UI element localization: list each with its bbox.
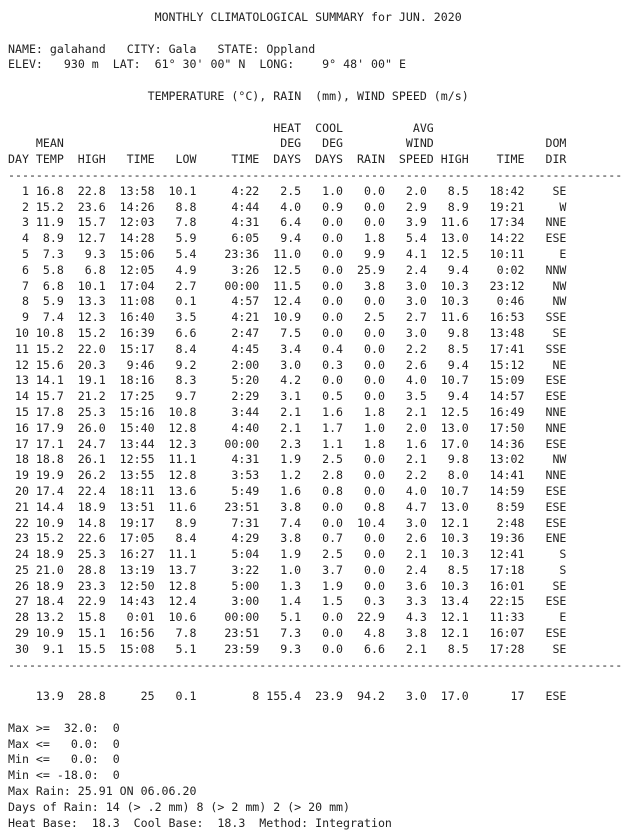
name-label: NAME: bbox=[8, 41, 43, 56]
blank-line bbox=[8, 105, 622, 121]
city-label: CITY: bbox=[126, 41, 162, 56]
footer-max-le: Max <= 0.0: 0 bbox=[8, 736, 120, 751]
long-label: LONG: bbox=[259, 57, 295, 72]
table-row: 24 18.9 25.3 16:27 11.1 5:04 1.9 2.5 0.0 2.1 10.3 12:41 S bbox=[8, 547, 567, 562]
footer-bases: Heat Base: 18.3 Cool Base: 18.3 Method: Integration bbox=[8, 815, 392, 830]
table-row: 30 9.1 15.5 15:08 5.1 23:59 9.3 0.0 6.6 2.1 8.5 17:28 SE bbox=[8, 641, 567, 656]
table-row: 2 15.2 23.6 14:26 8.8 4:44 4.0 0.9 0.0 2.9 8.9 19:21 W bbox=[8, 199, 567, 214]
table-row: 1 16.8 22.8 13:58 10.1 4:22 2.5 1.0 0.0 2.0 8.5 18:42 SE bbox=[8, 183, 567, 198]
lat-label: LAT: bbox=[112, 57, 141, 72]
table-row: 21 14.4 18.9 13:51 11.6 23:51 3.8 0.0 0.8 4.7 13.0 8:59 ESE bbox=[8, 499, 567, 514]
table-row: 26 18.9 23.3 12:50 12.8 5:00 1.3 1.9 0.0 3.6 10.3 16:01 SE bbox=[8, 578, 567, 593]
table-row: 28 13.2 15.8 0:01 10.6 00:00 5.1 0.0 22.9 4.3 12.1 11:33 E bbox=[8, 610, 567, 625]
summary-table bbox=[8, 121, 622, 705]
report-title: MONTHLY CLIMATOLOGICAL SUMMARY for JUN. 2020 bbox=[154, 10, 462, 24]
table-row: 13 14.1 19.1 18:16 8.3 5:20 4.2 0.0 0.0 4.0 10.7 15:09 ESE bbox=[8, 373, 567, 388]
station-city: Gala bbox=[168, 41, 197, 56]
table-row: 23 15.2 22.6 17:05 8.4 4:29 3.8 0.7 0.0 2.6 10.3 19:36 ENE bbox=[8, 531, 567, 546]
footer-min-le-2: Min <= -18.0: 0 bbox=[8, 768, 120, 783]
blank-line bbox=[8, 705, 622, 721]
table-header-line: DAY TEMP HIGH TIME LOW TIME DAYS DAYS RAIN SPEED HIGH TIME DIR bbox=[8, 152, 567, 167]
table-row: 17 17.1 24.7 13:44 12.3 00:00 2.3 1.1 1.8 1.6 17.0 14:36 ESE bbox=[8, 436, 567, 451]
blank-line bbox=[8, 26, 622, 42]
summary-row: 13.9 28.8 25 0.1 8 155.4 23.9 94.2 3.0 17.0 17 ESE bbox=[8, 689, 567, 704]
table-row: 14 15.7 21.2 17:25 9.7 2:29 3.1 0.5 0.0 3.5 9.4 14:57 ESE bbox=[8, 389, 567, 404]
table-row: 27 18.4 22.9 14:43 12.4 3:00 1.4 1.5 0.3 3.3 13.4 22:15 ESE bbox=[8, 594, 567, 609]
table-row: 7 6.8 10.1 17:04 2.7 00:00 11.5 0.0 3.8 3.0 10.3 23:12 NW bbox=[8, 278, 567, 293]
table-row: 16 17.9 26.0 15:40 12.8 4:40 2.1 1.7 1.0 2.0 13.0 17:50 NNE bbox=[8, 420, 567, 435]
elev-label: ELEV: bbox=[8, 57, 43, 72]
state-label: STATE: bbox=[217, 41, 260, 56]
table-row: 9 7.4 12.3 16:40 3.5 4:21 10.9 0.0 2.5 2.7 11.6 16:53 SSE bbox=[8, 310, 567, 325]
table-row: 5 7.3 9.3 15:06 5.4 23:36 11.0 0.0 9.9 4.1 12.5 10:11 E bbox=[8, 246, 567, 261]
table-row: 22 10.9 14.8 19:17 8.9 7:31 7.4 0.0 10.4 3.0 12.1 2:48 ESE bbox=[8, 515, 567, 530]
station-name: galahand bbox=[49, 41, 106, 56]
station-line-2 bbox=[8, 57, 622, 73]
table-row: 10 10.8 15.2 16:39 6.6 2:47 7.5 0.0 0.0 3.0 9.8 13:48 SE bbox=[8, 325, 567, 340]
blank-line bbox=[8, 673, 622, 689]
footer-max-ge: Max >= 32.0: 0 bbox=[8, 720, 120, 735]
climate-report bbox=[8, 10, 622, 831]
table-divider: ---------------------------------------------------------------------------------------- bbox=[8, 657, 623, 672]
table-row: 4 8.9 12.7 14:28 5.9 6:05 9.4 0.0 1.8 5.4 13.0 14:22 ESE bbox=[8, 231, 567, 246]
table-row: 25 21.0 28.8 13:19 13.7 3:22 1.0 3.7 0.0 2.4 8.5 17:18 S bbox=[8, 562, 567, 577]
table-row: 29 10.9 15.1 16:56 7.8 23:51 7.3 0.0 4.8 3.8 12.1 16:07 ESE bbox=[8, 626, 567, 641]
table-header-line: MEAN DEG DEG WIND DOM bbox=[8, 136, 567, 151]
footer-days-of-rain: Days of Rain: 14 (> .2 mm) 8 (> 2 mm) 2 (> 20 mm) bbox=[8, 799, 351, 814]
table-row: 8 5.9 13.3 11:08 0.1 4:57 12.4 0.0 0.0 3.0 10.3 0:46 NW bbox=[8, 294, 567, 309]
station-elev: 930 m bbox=[63, 57, 99, 72]
table-row: 3 11.9 15.7 12:03 7.8 4:31 6.4 0.0 0.0 3.9 11.6 17:34 NNE bbox=[8, 215, 567, 230]
units-line: TEMPERATURE (°C), RAIN (mm), WIND SPEED (m/s) bbox=[147, 88, 469, 103]
table-row: 18 18.8 26.1 12:55 11.1 4:31 1.9 2.5 0.0 2.1 9.8 13:02 NW bbox=[8, 452, 567, 467]
table-header-line: HEAT COOL AVG bbox=[8, 120, 434, 135]
footer-min-le: Min <= 0.0: 0 bbox=[8, 752, 120, 767]
table-row: 15 17.8 25.3 15:16 10.8 3:44 2.1 1.6 1.8 2.1 12.5 16:49 NNE bbox=[8, 404, 567, 419]
blank-line bbox=[8, 73, 622, 89]
station-line-1 bbox=[8, 42, 622, 58]
footer-max-rain: Max Rain: 25.91 ON 06.06.20 bbox=[8, 784, 197, 799]
table-row: 20 17.4 22.4 18:11 13.6 5:49 1.6 0.8 0.0 4.0 10.7 14:59 ESE bbox=[8, 483, 567, 498]
table-divider: ---------------------------------------------------------------------------------------- bbox=[8, 167, 623, 182]
table-row: 19 19.9 26.2 13:55 12.8 3:53 1.2 2.8 0.0 2.2 8.0 14:41 NNE bbox=[8, 468, 567, 483]
table-row: 12 15.6 20.3 9:46 9.2 2:00 3.0 0.3 0.0 2.6 9.4 15:12 NE bbox=[8, 357, 567, 372]
station-lat: 61° 30' 00" N bbox=[154, 57, 246, 72]
table-row: 11 15.2 22.0 15:17 8.4 4:45 3.4 0.4 0.0 2.2 8.5 17:41 SSE bbox=[8, 341, 567, 356]
station-long: 9° 48' 00" E bbox=[322, 57, 406, 72]
table-row: 6 5.8 6.8 12:05 4.9 3:26 12.5 0.0 25.9 2.4 9.4 0:02 NNW bbox=[8, 262, 567, 277]
station-state: Oppland bbox=[266, 41, 316, 56]
